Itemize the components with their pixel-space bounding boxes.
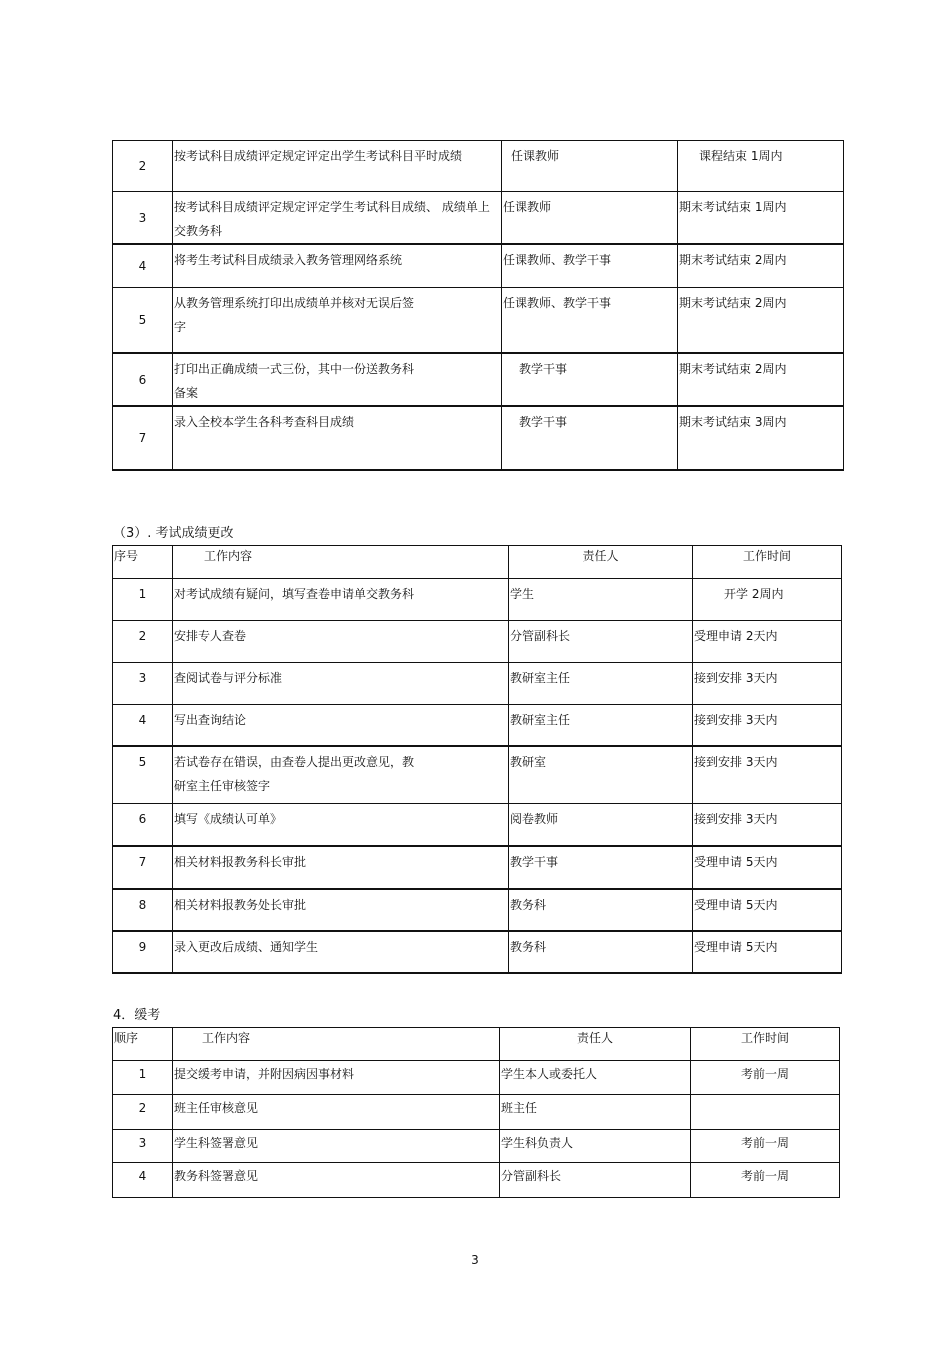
header-number: 序号 (113, 546, 173, 579)
header-content: 工作内容 (173, 1028, 500, 1061)
responsible-person: 教务科 (509, 931, 693, 973)
section-title: （3）. 考试成绩更改 (113, 526, 234, 541)
work-content: 打印出正确成绩一式三份，其中一份送教务科备案 (173, 353, 502, 406)
work-time: 期末考试结束 2周内 (678, 287, 844, 353)
row-number: 2 (113, 621, 173, 663)
row-number: 4 (113, 1163, 173, 1198)
row-number: 3 (113, 192, 173, 245)
page-number: 3 (471, 1253, 479, 1267)
table-row (113, 1130, 840, 1163)
work-time: 受理申请 2天内 (693, 621, 842, 663)
row-number: 9 (113, 931, 173, 973)
work-time: 受理申请 5天内 (693, 846, 842, 889)
table-row (113, 192, 844, 245)
header-person: 责任人 (500, 1028, 691, 1061)
work-time (691, 1095, 840, 1130)
table-row (113, 931, 842, 973)
section-title: 4．缓考 (113, 1008, 161, 1023)
work-content: 安排专人查卷 (173, 621, 509, 663)
responsible-person: 阅卷教师 (509, 804, 693, 846)
row-number: 2 (113, 141, 173, 192)
work-content: 提交缓考申请，并附因病因事材料 (173, 1061, 500, 1095)
work-content: 从教务管理系统打印出成绩单并核对无误后签字 (173, 287, 502, 353)
table-row (113, 846, 842, 889)
work-content: 对考试成绩有疑问，填写查卷申请单交教务科 (173, 579, 509, 621)
responsible-person: 任课教师 (502, 141, 678, 192)
work-content: 相关材料报教务处长审批 (173, 889, 509, 931)
header-number: 顺序 (113, 1028, 173, 1061)
work-time: 期末考试结束 2周内 (678, 353, 844, 406)
responsible-person: 教学干事 (502, 406, 678, 470)
work-content: 按考试科目成绩评定规定评定学生考试科目成绩、 成绩单上交教务科 (173, 192, 502, 245)
row-number: 5 (113, 746, 173, 804)
table-row (113, 621, 842, 663)
row-number: 7 (113, 406, 173, 470)
work-time: 课程结束 1周内 (678, 141, 844, 192)
score-workflow-table (112, 140, 844, 471)
work-content: 教务科签署意见 (173, 1163, 500, 1198)
header-person: 责任人 (509, 546, 693, 579)
table-row (113, 1061, 840, 1095)
row-number: 5 (113, 287, 173, 353)
work-time: 期末考试结束 1周内 (678, 192, 844, 245)
responsible-person: 任课教师、教学干事 (502, 244, 678, 287)
work-content: 查阅试卷与评分标准 (173, 663, 509, 705)
row-number: 6 (113, 353, 173, 406)
table-row (113, 889, 842, 931)
table-row (113, 579, 842, 621)
table-row (113, 141, 844, 192)
header-content: 工作内容 (173, 546, 509, 579)
table-row (113, 1163, 840, 1198)
work-content: 将考生考试科目成绩录入教务管理网络系统 (173, 244, 502, 287)
row-number: 1 (113, 1061, 173, 1095)
table-header-row (113, 1028, 840, 1061)
row-number: 6 (113, 804, 173, 846)
work-content: 录入更改后成绩、通知学生 (173, 931, 509, 973)
table-header-row (113, 546, 842, 579)
table-row (113, 406, 844, 470)
responsible-person: 班主任 (500, 1095, 691, 1130)
row-number: 7 (113, 846, 173, 889)
work-time: 接到安排 3天内 (693, 804, 842, 846)
table-row (113, 287, 844, 353)
responsible-person: 分管副科长 (500, 1163, 691, 1198)
row-number: 3 (113, 1130, 173, 1163)
work-content: 按考试科目成绩评定规定评定出学生考试科目平时成绩 (173, 141, 502, 192)
responsible-person: 教务科 (509, 889, 693, 931)
work-content: 相关材料报教务科长审批 (173, 846, 509, 889)
responsible-person: 教研室主任 (509, 663, 693, 705)
row-number: 4 (113, 244, 173, 287)
responsible-person: 教研室主任 (509, 705, 693, 746)
responsible-person: 学生本人或委托人 (500, 1061, 691, 1095)
work-content: 班主任审核意见 (173, 1095, 500, 1130)
table-row (113, 746, 842, 804)
row-number: 3 (113, 663, 173, 705)
work-content: 若试卷存在错误，由查卷人提出更改意见，教研室主任审核签字 (173, 746, 509, 804)
row-number: 2 (113, 1095, 173, 1130)
work-time: 接到安排 3天内 (693, 746, 842, 804)
work-time: 考前一周 (691, 1130, 840, 1163)
header-time: 工作时间 (693, 546, 842, 579)
work-content: 录入全校本学生各科考查科目成绩 (173, 406, 502, 470)
work-time: 期末考试结束 3周内 (678, 406, 844, 470)
work-time: 接到安排 3天内 (693, 663, 842, 705)
responsible-person: 学生科负责人 (500, 1130, 691, 1163)
responsible-person: 任课教师 (502, 192, 678, 245)
header-time: 工作时间 (691, 1028, 840, 1061)
responsible-person: 教学干事 (509, 846, 693, 889)
table-row (113, 705, 842, 746)
row-number: 4 (113, 705, 173, 746)
table-row (113, 663, 842, 705)
row-number: 8 (113, 889, 173, 931)
row-number: 1 (113, 579, 173, 621)
work-time: 受理申请 5天内 (693, 931, 842, 973)
work-content: 填写《成绩认可单》 (173, 804, 509, 846)
deferred-exam-table (112, 1027, 840, 1198)
work-content: 学生科签署意见 (173, 1130, 500, 1163)
work-time: 考前一周 (691, 1163, 840, 1198)
work-time: 考前一周 (691, 1061, 840, 1095)
table-row (113, 804, 842, 846)
responsible-person: 任课教师、教学干事 (502, 287, 678, 353)
responsible-person: 教学干事 (502, 353, 678, 406)
work-time: 期末考试结束 2周内 (678, 244, 844, 287)
responsible-person: 分管副科长 (509, 621, 693, 663)
table-row (113, 353, 844, 406)
work-time: 接到安排 3天内 (693, 705, 842, 746)
table-row (113, 1095, 840, 1130)
responsible-person: 教研室 (509, 746, 693, 804)
score-change-table (112, 545, 842, 974)
work-time: 受理申请 5天内 (693, 889, 842, 931)
work-time: 开学 2周内 (693, 579, 842, 621)
responsible-person: 学生 (509, 579, 693, 621)
work-content: 写出查询结论 (173, 705, 509, 746)
table-row (113, 244, 844, 287)
